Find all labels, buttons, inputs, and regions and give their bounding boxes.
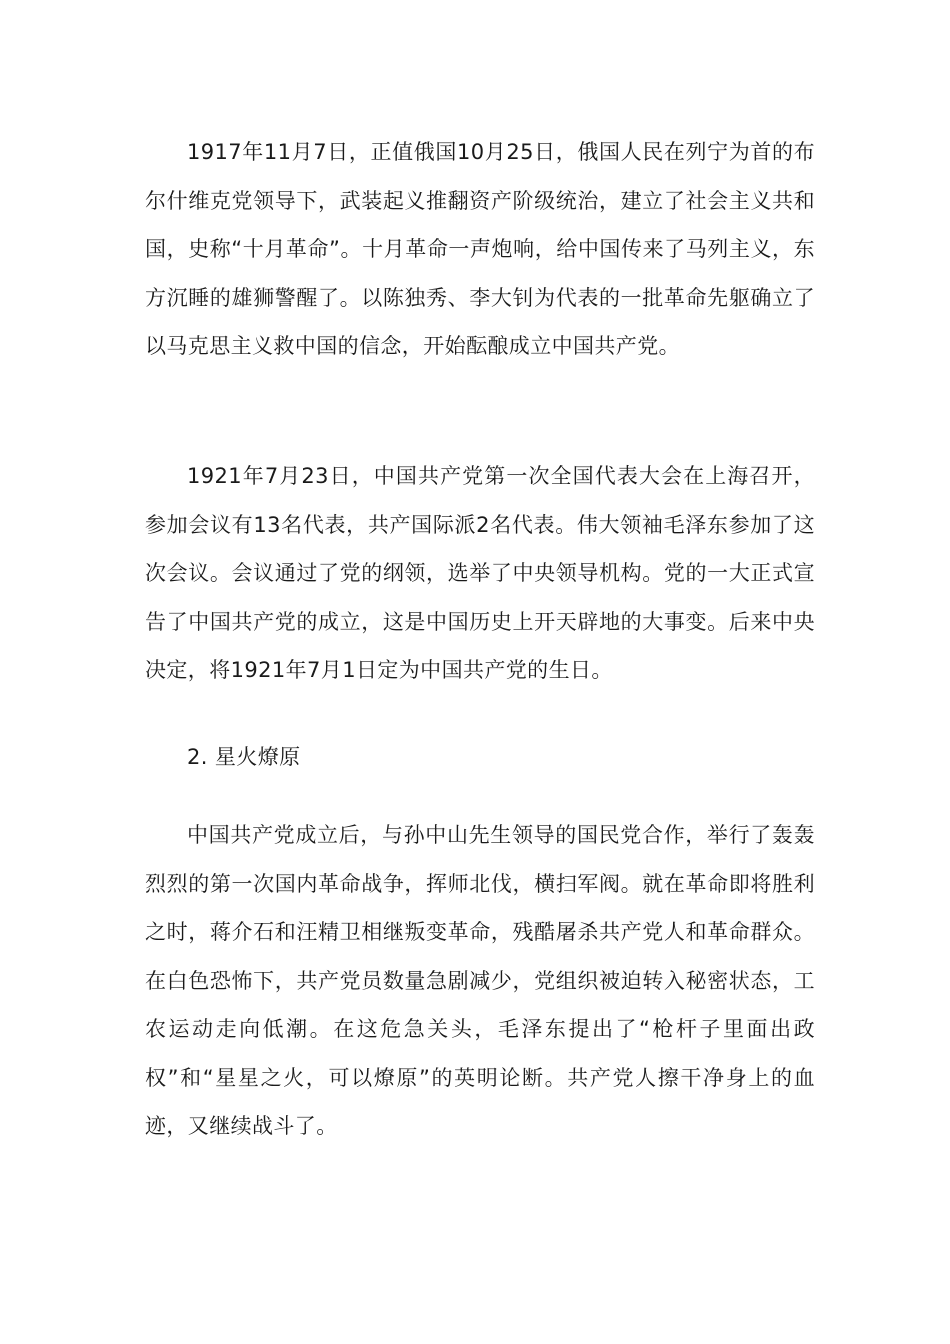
paragraph-first-congress: 1921年7月23日，中国共产党第一次全国代表大会在上海召开，参加会议有13名代表，共产国际派2名代表。伟大领袖毛泽东参加了这次会议。会议通过了党的纲领，选举了中央领导机构。党的一大正式宣告了中国共产党的成立，这是中国历史上开天辟地的大事变。后来中央决定，将1921年7月1日定为中国共产党的生日。 <box>145 464 815 682</box>
paragraph-october-revolution: 1917年11月7日，正值俄国10月25日，俄国人民在列宁为首的布尔什维克党领导下，武装起义推翻资产阶级统治，建立了社会主义共和国，史称“十月革命”。十月革命一声炮响，给中国传来了马列主义，东方沉睡的雄狮警醒了。以陈独秀、李大钊为代表的一批革命先躯确立了以马克思主义救中国的信念，开始酝酿成立中国共产党。 <box>145 140 815 358</box>
paragraph-spark-prairie-fire: 中国共产党成立后，与孙中山先生领导的国民党合作，举行了轰轰烈烈的第一次国内革命战争，挥师北伐，横扫军阀。就在革命即将胜利之时，蒋介石和汪精卫相继叛变革命，残酷屠杀共产党人和革命群众。在白色恐怖下，共产党员数量急剧减少，党组织被迫转入秘密状态，工农运动走向低潮。在这危急关头，毛泽东提出了“枪杆子里面出政权”和“星星之火，可以燎原”的英明论断。共产党人擦干净身上的血迹，又继续战斗了。 <box>145 823 815 1138</box>
section-heading: 2. 星火燎原 <box>187 745 301 769</box>
